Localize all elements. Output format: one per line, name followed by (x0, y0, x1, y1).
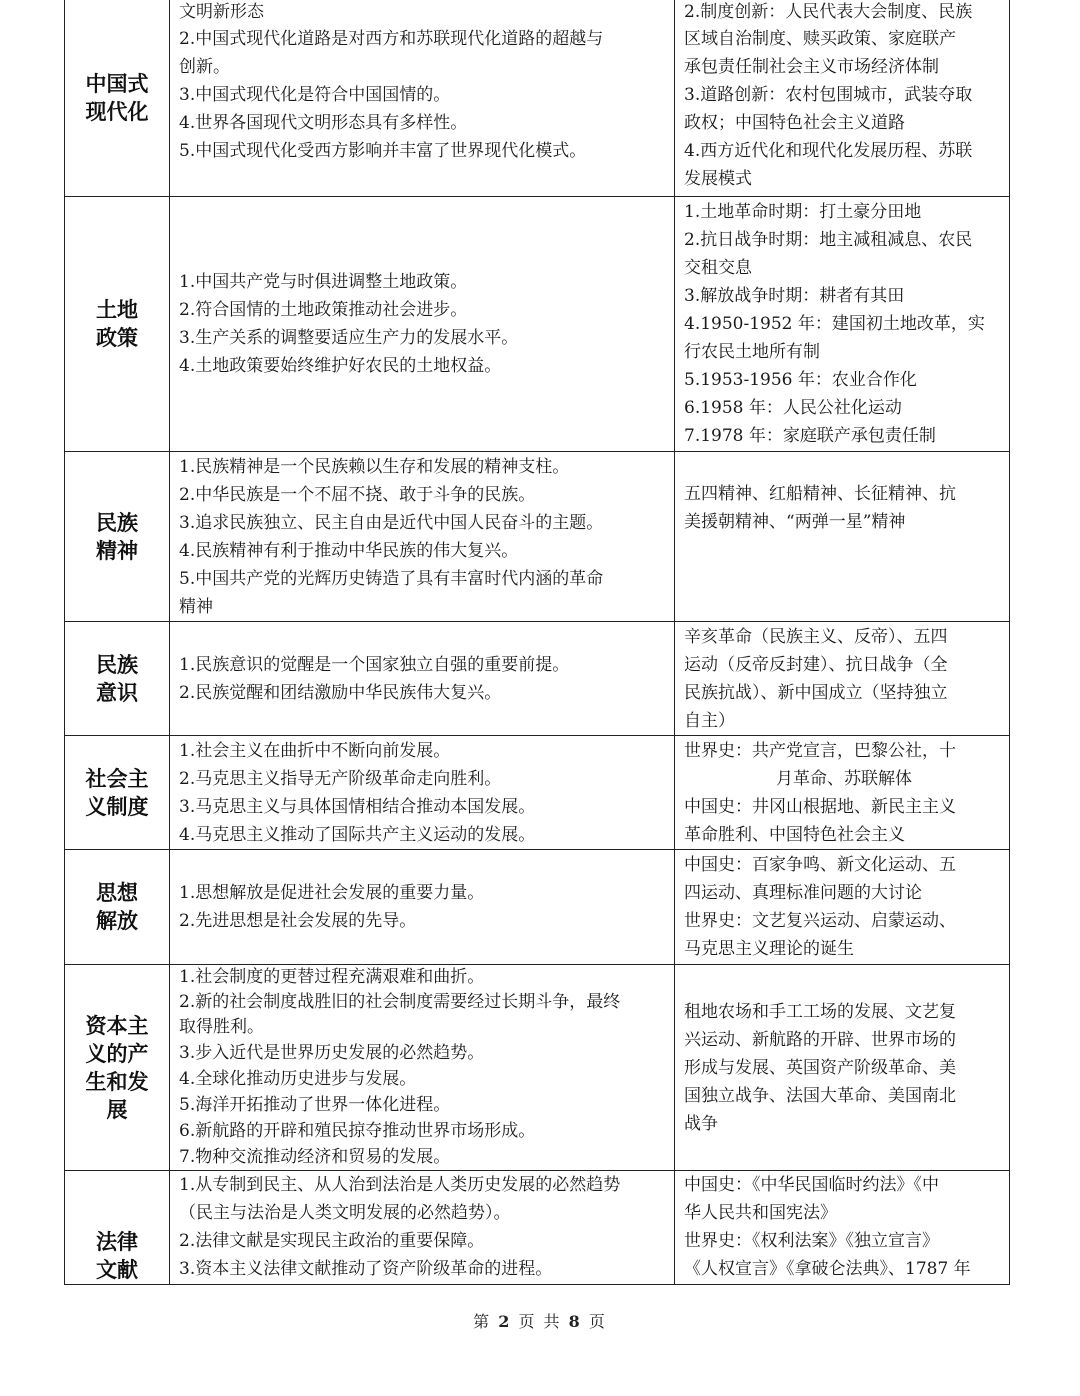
fact-line: 形成与发展、英国资产阶级革命、美 (684, 1057, 956, 1078)
point-line: 3.生产关系的调整要适应生产力的发展水平。 (179, 328, 519, 348)
fact-line: 华人民共和国宪法》 (684, 1203, 837, 1223)
fact-line: 马克思主义理论的诞生 (684, 939, 854, 959)
total-pages-number: 8 (568, 1312, 582, 1331)
topic-line: 民族 (96, 510, 138, 535)
points-cell (170, 965, 675, 1171)
point-line: 2.先进思想是社会发展的先导。 (179, 911, 417, 931)
points-cell (170, 0, 675, 197)
point-line: 1.从专制到民主、从人治到法治是人类历史发展的必然趋势 (179, 1175, 621, 1195)
topic-line: 文献 (96, 1258, 138, 1282)
topic-cell (65, 850, 170, 965)
fact-line: 发展模式 (684, 169, 752, 189)
fact-line: 4.1950-1952 年：建国初土地改革，实 (684, 314, 985, 334)
topic-line: 政策 (96, 326, 138, 350)
fact-line: 自主） (684, 710, 735, 731)
fact-line: 政权；中国特色社会主义道路 (684, 113, 905, 133)
point-line: 1.民族意识的觉醒是一个国家独立自强的重要前提。 (179, 654, 570, 675)
topic-line: 意识 (96, 680, 138, 705)
fact-line: 月革命、苏联解体 (776, 768, 912, 789)
fact-line: 租地农场和手工工场的发展、文艺复 (684, 1001, 956, 1022)
table-row (65, 197, 1010, 452)
fact-line: 中国史：百家争鸣、新文化运动、五 (684, 855, 956, 875)
point-line: 5.中国共产党的光辉历史铸造了具有丰富时代内涵的革命 (179, 568, 604, 589)
point-line: 4.马克思主义推动了国际共产主义运动的发展。 (179, 824, 536, 845)
point-line: 2.民族觉醒和团结激励中华民族伟大复兴。 (179, 682, 502, 703)
topic-line: 资本主 (85, 1013, 149, 1038)
facts-cell (675, 452, 1010, 622)
topic-line: 现代化 (85, 99, 149, 124)
table-row (65, 622, 1010, 736)
fact-line: 6.1958 年：人民公社化运动 (684, 398, 902, 418)
fact-line: 美援朝精神、“两弹一星”精神 (684, 512, 906, 532)
point-line: 6.新航路的开辟和殖民掠夺推动世界市场形成。 (179, 1121, 536, 1141)
point-line: 2.法律文献是实现民主政治的重要保障。 (179, 1231, 485, 1251)
topic-line: 民族 (96, 652, 138, 677)
topic-line: 生和发 (85, 1069, 149, 1094)
facts-cell (675, 0, 1010, 197)
point-line: 1.中国共产党与时俱进调整土地政策。 (179, 272, 468, 292)
fact-line: 1.土地革命时期：打土豪分田地 (684, 202, 922, 222)
fact-line: 兴运动、新航路的开辟、世界市场的 (684, 1029, 956, 1050)
topic-cell (65, 197, 170, 452)
fact-line: 世界史：文艺复兴运动、启蒙运动、 (684, 911, 956, 931)
point-line: 取得胜利。 (179, 1017, 264, 1037)
point-line: 1.思想解放是促进社会发展的重要力量。 (179, 883, 485, 903)
facts-cell (675, 850, 1010, 965)
fact-line: 中国史：《中华民国临时约法》《中 (684, 1175, 939, 1195)
fact-line: 4.西方近代化和现代化发展历程、苏联 (684, 141, 973, 161)
fact-line: 2.抗日战争时期：地主减租减息、农民 (684, 230, 973, 250)
facts-cell (675, 1171, 1010, 1285)
topic-line: 法律 (96, 1230, 138, 1254)
point-line: 3.中国式现代化是符合中国国情的。 (179, 85, 451, 105)
fact-line: 国独立战争、法国大革命、美国南北 (684, 1085, 956, 1106)
fact-line: 五四精神、红船精神、长征精神、抗 (684, 484, 956, 504)
fact-line: 7.1978 年：家庭联产承包责任制 (684, 426, 936, 446)
current-page-number: 2 (498, 1312, 512, 1331)
point-line: 精神 (179, 596, 213, 617)
fact-line: 行农民土地所有制 (684, 342, 820, 362)
points-cell (170, 197, 675, 452)
point-line: 7.物种交流推动经济和贸易的发展。 (179, 1147, 451, 1167)
topic-cell (65, 622, 170, 736)
table-row (65, 850, 1010, 965)
fact-line: 世界史：《权利法案》《独立宣言》 (684, 1231, 939, 1251)
point-line: 2.符合国情的土地政策推动社会进步。 (179, 300, 468, 320)
topic-line: 中国式 (85, 71, 149, 96)
fact-line: 四运动、真理标准问题的大讨论 (684, 883, 922, 903)
fact-line: 3.道路创新：农村包围城市，武装夺取 (684, 85, 973, 105)
footer-suffix: 页 (588, 1312, 607, 1331)
table-body (65, 0, 1010, 1285)
topic-cell (65, 736, 170, 850)
point-line: 5.中国式现代化受西方影响并丰富了世界现代化模式。 (179, 141, 587, 161)
table-row (65, 0, 1010, 197)
points-cell (170, 850, 675, 965)
table-row (65, 452, 1010, 622)
points-cell (170, 736, 675, 850)
topic-line: 土地 (96, 298, 138, 322)
point-line: 5.海洋开拓推动了世界一体化进程。 (179, 1095, 451, 1115)
fact-line: 区域自治制度、赎买政策、家庭联产 (684, 29, 956, 49)
point-line: 文明新形态 (179, 2, 264, 22)
facts-cell (675, 622, 1010, 736)
topic-line: 思想 (96, 881, 138, 905)
point-line: 3.马克思主义与具体国情相结合推动本国发展。 (179, 796, 536, 817)
topic-line: 解放 (96, 909, 138, 933)
table-row (65, 736, 1010, 850)
point-line: 4.世界各国现代文明形态具有多样性。 (179, 113, 468, 133)
footer-prefix: 第 (473, 1312, 492, 1331)
points-cell (170, 1171, 675, 1285)
table-row (65, 1171, 1010, 1285)
point-line: 1.社会制度的更替过程充满艰难和曲折。 (179, 967, 485, 987)
topic-cell (65, 1171, 170, 1285)
fact-line: 5.1953-1956 年：农业合作化 (684, 370, 917, 390)
topic-line: 精神 (96, 538, 138, 563)
point-line: 1.民族精神是一个民族赖以生存和发展的精神支柱。 (179, 456, 570, 477)
point-line: 2.新的社会制度战胜旧的社会制度需要经过长期斗争，最终 (179, 992, 621, 1012)
fact-line: 交租交息 (684, 258, 752, 278)
point-line: 3.资本主义法律文献推动了资产阶级革命的进程。 (179, 1259, 553, 1279)
fact-line: 3.解放战争时期：耕者有其田 (684, 286, 905, 306)
point-line: 4.民族精神有利于推动中华民族的伟大复兴。 (179, 540, 519, 561)
topic-cell (65, 0, 170, 197)
point-line: 4.全球化推动历史进步与发展。 (179, 1069, 417, 1089)
fact-line: 革命胜利、中国特色社会主义 (684, 824, 905, 845)
facts-cell (675, 197, 1010, 452)
topic-line: 展 (106, 1097, 128, 1122)
topic-line: 义的产 (85, 1041, 149, 1066)
facts-cell (675, 736, 1010, 850)
point-line: 1.社会主义在曲折中不断向前发展。 (179, 740, 451, 761)
topic-line: 义制度 (85, 794, 149, 819)
history-topics-table (64, 0, 1010, 1285)
point-line: 3.步入近代是世界历史发展的必然趋势。 (179, 1043, 485, 1063)
page-footer (0, 1309, 1080, 1332)
points-cell (170, 622, 675, 736)
fact-line: 民族抗战）、新中国成立（坚持独立 (684, 682, 948, 703)
fact-line: 中国史：井冈山根据地、新民主主义 (684, 796, 956, 817)
footer-middle: 页 共 (518, 1312, 562, 1331)
facts-cell (675, 965, 1010, 1171)
points-cell (170, 452, 675, 622)
point-line: 2.中国式现代化道路是对西方和苏联现代化道路的超越与 (179, 29, 604, 49)
fact-line: 战争 (684, 1113, 718, 1134)
point-line: 3.追求民族独立、民主自由是近代中国人民奋斗的主题。 (179, 512, 604, 533)
topic-line: 社会主 (85, 766, 149, 791)
point-line: 创新。 (179, 57, 230, 77)
topic-cell (65, 452, 170, 622)
fact-line: 《人权宣言》《拿破仑法典》、1787 年 (684, 1259, 971, 1279)
point-line: 4.土地政策要始终维护好农民的土地权益。 (179, 356, 502, 376)
fact-line: 2.制度创新：人民代表大会制度、民族 (684, 2, 973, 22)
fact-line: 辛亥革命（民族主义、反帝）、五四 (684, 626, 948, 647)
topic-cell (65, 965, 170, 1171)
point-line: （民主与法治是人类文明发展的必然趋势）。 (179, 1203, 511, 1223)
fact-line: 承包责任制社会主义市场经济体制 (684, 57, 939, 77)
fact-line: 世界史：共产党宣言，巴黎公社，十 (684, 740, 956, 761)
table-row (65, 965, 1010, 1171)
fact-line: 运动（反帝反封建）、抗日战争（全 (684, 654, 948, 675)
point-line: 2.中华民族是一个不屈不挠、敢于斗争的民族。 (179, 484, 536, 505)
point-line: 2.马克思主义指导无产阶级革命走向胜利。 (179, 768, 502, 789)
